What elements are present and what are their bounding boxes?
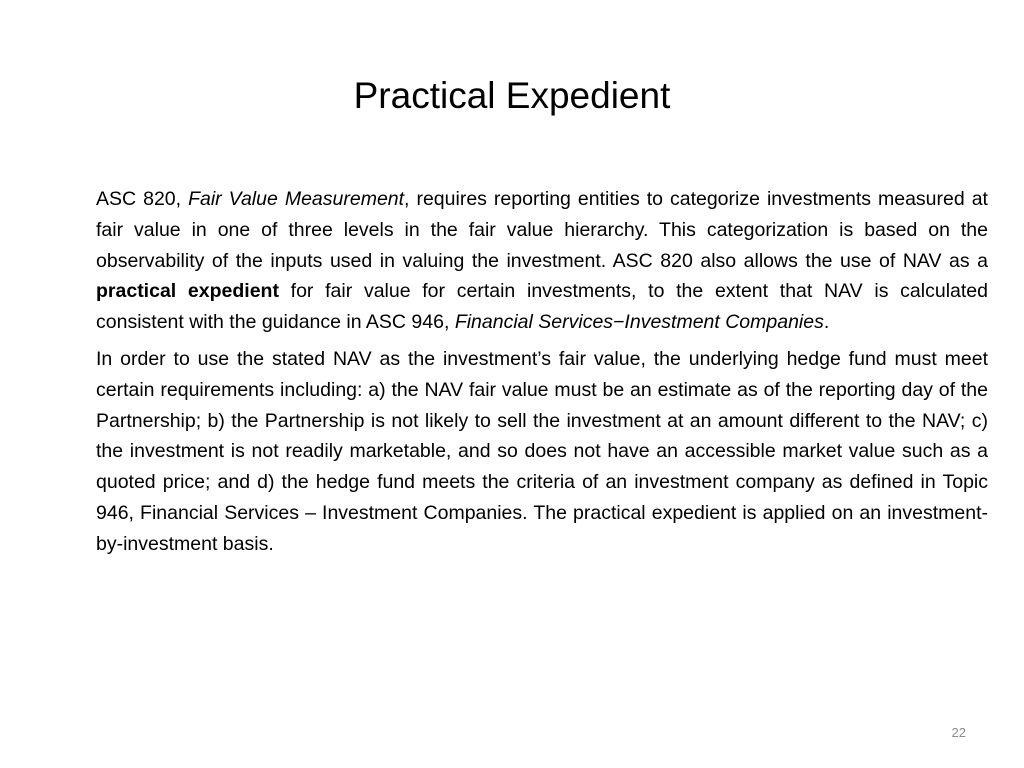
paragraph1-end: .	[823, 311, 830, 334]
financial-services-guidance-title: Financial Services−Investment Companies	[454, 311, 824, 334]
slide-body	[96, 184, 988, 566]
paragraph-requirements: In order to use the stated NAV as the investment’s fair value, the underlying hedge fund must meet certain requirements including: a) the NAV fair value must be an estimate as of the reporting day of the Partnership; b) the Partnership is not likely to sell the investment at an amount different to the NAV; c) the investment is not readily marketable, and so does not have an accessible market value such as a quoted price; and d) the hedge fund meets the criteria of an investment company as defined in Topic 946, Financial Services – Investment Companies. The practical expedient is applied on an investment-by-investment basis.	[96, 347, 988, 555]
paragraph-asc-820	[96, 184, 988, 338]
paragraph1-middle: , requires reporting entities to categorize investments measured at fair value in one of three levels in the fair value hierarchy. This categorization is based on the observability of the inputs used in valuing the investment. ASC 820 also allows the use of NAV as a	[96, 188, 988, 272]
practical-expedient-term: practical expedient	[96, 280, 279, 303]
page-number: 22	[951, 725, 966, 740]
fair-value-measurement-title: Fair Value Measurement	[188, 188, 405, 210]
slide-title: Practical Expedient	[353, 75, 671, 116]
paragraph1-intro: ASC 820,	[96, 188, 189, 210]
paragraph1-after-term: for fair value for certain investments, to the extent that NAV is calculated consistent with the guidance in ASC 946,	[96, 280, 988, 334]
